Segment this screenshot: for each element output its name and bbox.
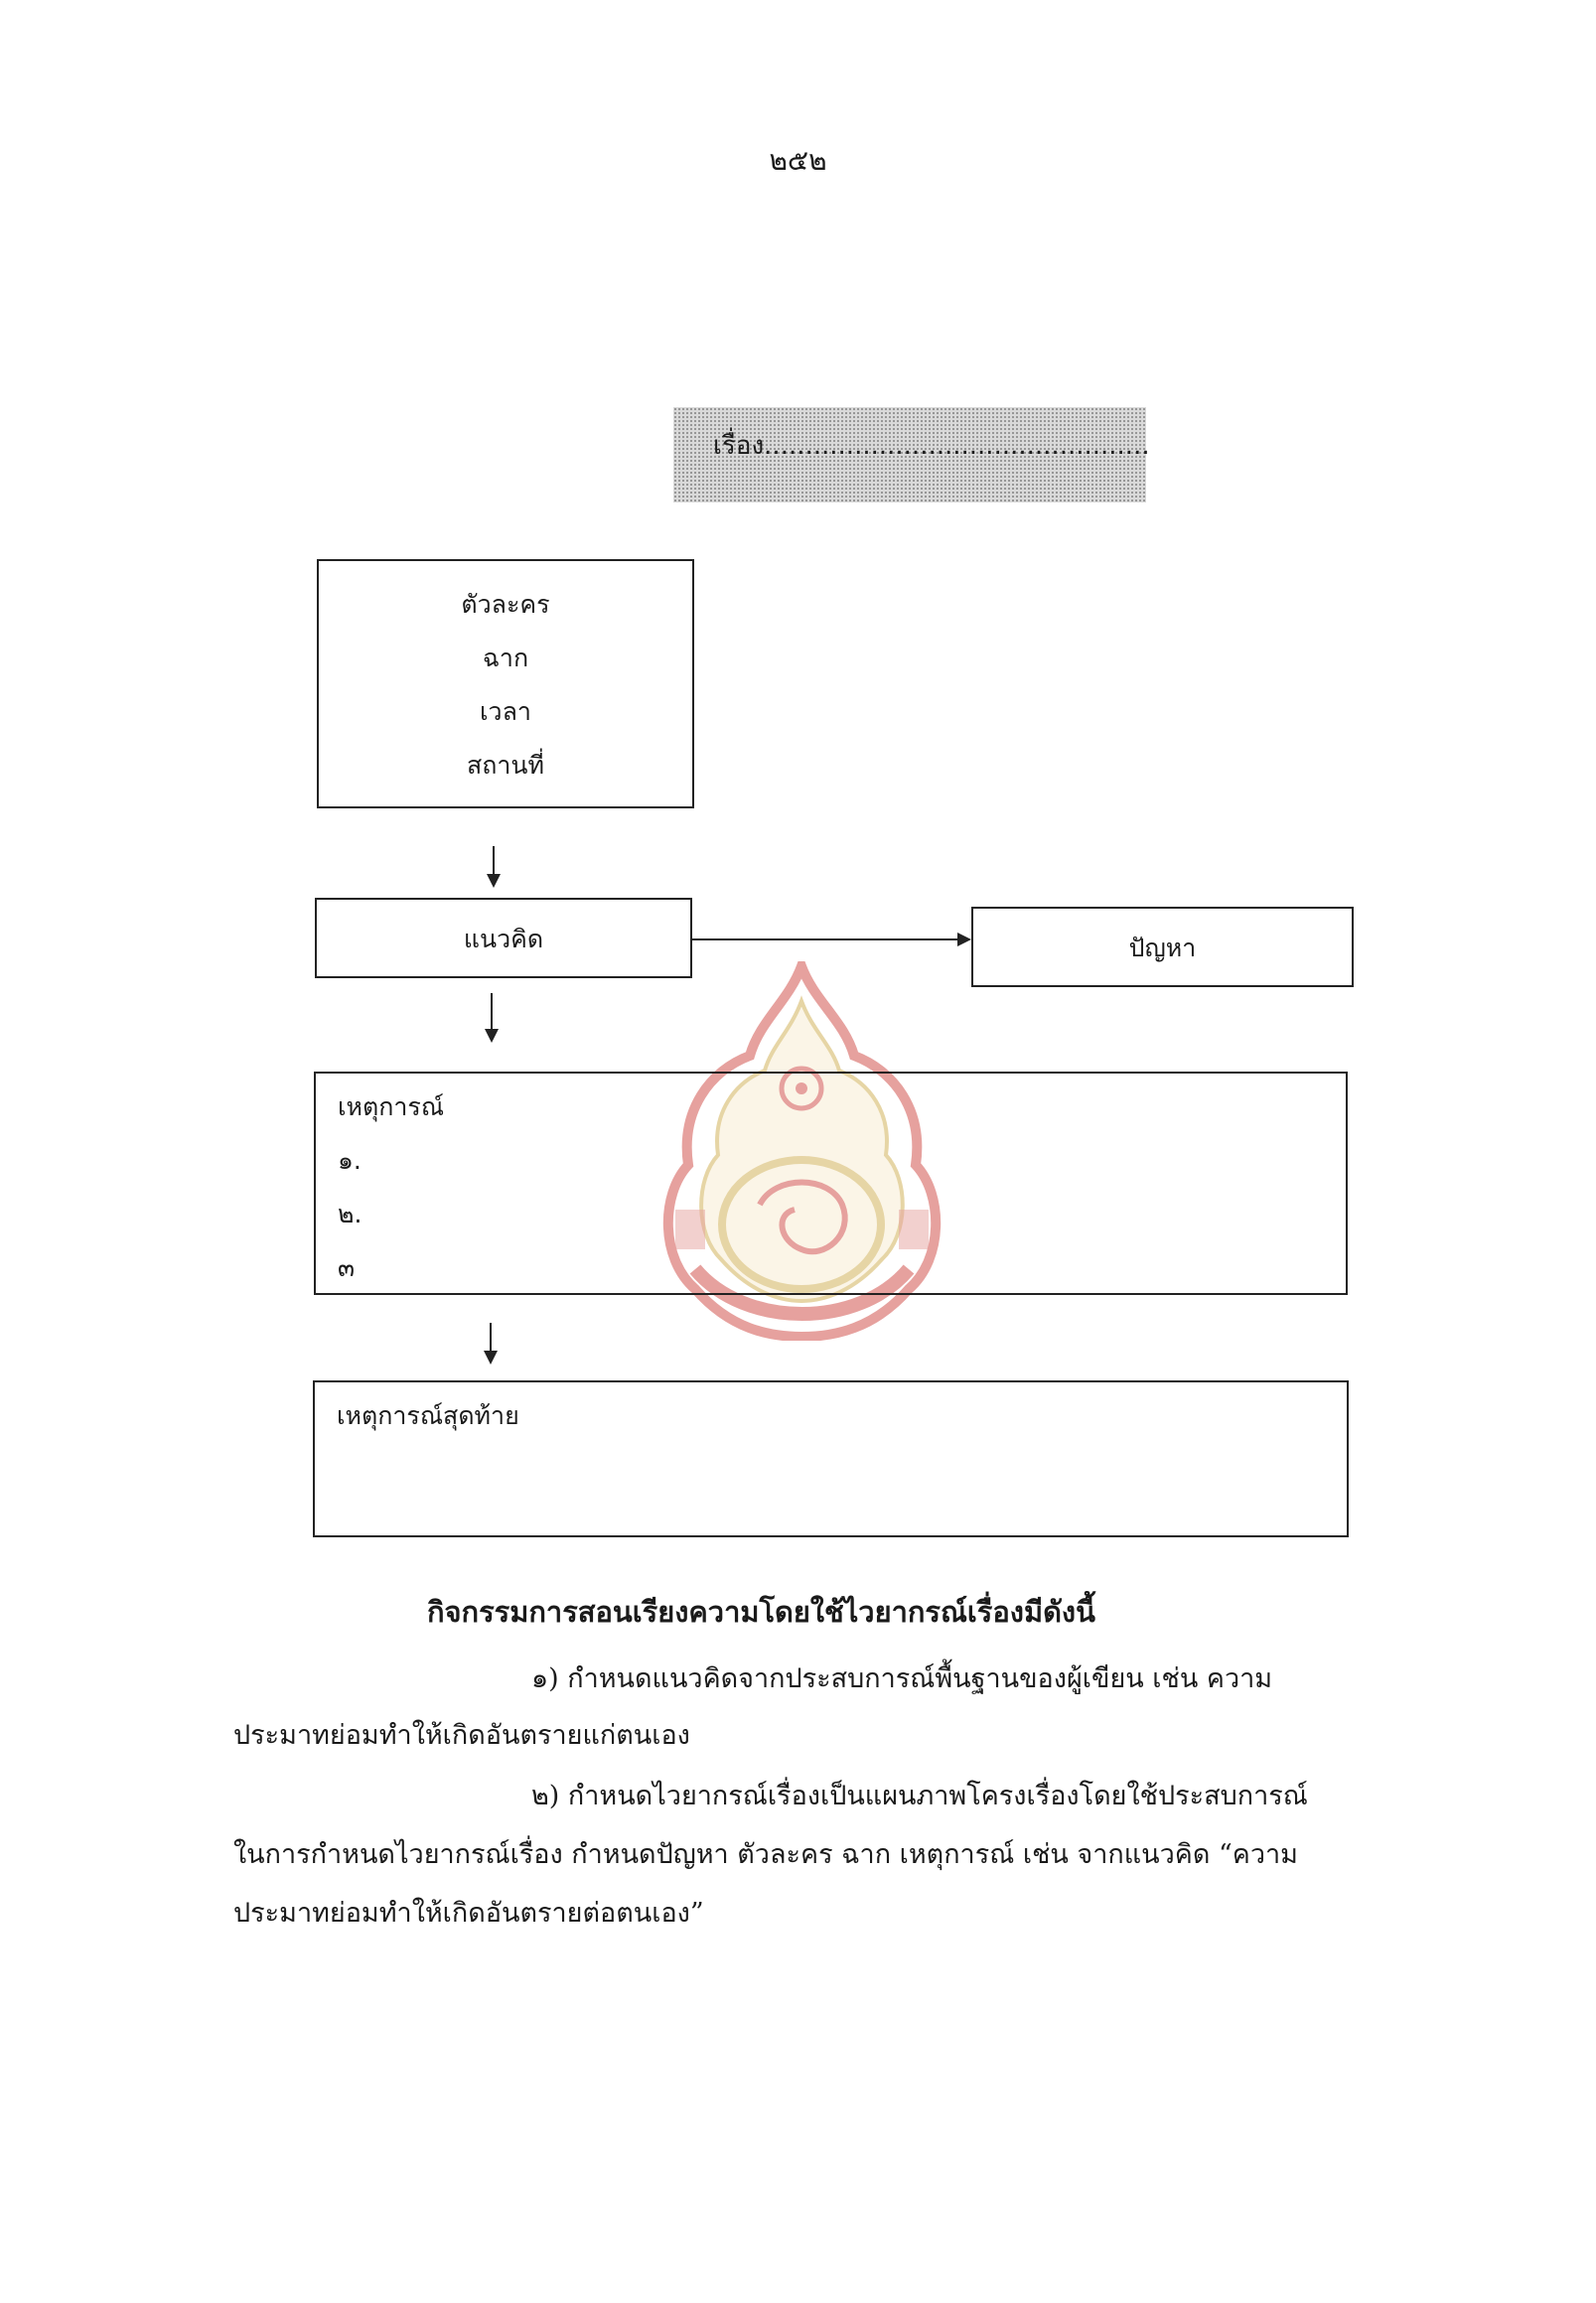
arrow-head-down-icon	[487, 874, 501, 888]
concept-box	[315, 898, 692, 978]
title-text: เรื่อง...............................................	[713, 431, 1150, 461]
paragraph-1-line-2: ประมาทย่อมทำให้เกิดอันตรายแก่ตนเอง	[233, 1720, 690, 1751]
arrow-concept-to-events	[491, 993, 493, 1029]
paragraph-2-line-2: ในการกำหนดไวยากรณ์เรื่อง กำหนดปัญหา ตัวละคร ฉาก เหตุการณ์ เช่น จากแนวคิด “ความ	[233, 1839, 1298, 1870]
setting-character: ตัวละคร	[461, 590, 550, 619]
page-number: ๒๕๒	[769, 144, 827, 177]
problem-box	[971, 907, 1354, 987]
arrow-events-to-final	[490, 1323, 492, 1353]
final-event-box	[313, 1380, 1349, 1537]
events-item-3: ๓	[338, 1253, 356, 1282]
setting-place: สถานที่	[466, 751, 544, 780]
arrow-concept-to-problem	[692, 938, 958, 940]
setting-time: เวลา	[480, 697, 531, 726]
activity-heading: กิจกรรมการสอนเรียงความโดยใช้ไวยากรณ์เรื่องมีดังนี้	[427, 1595, 1095, 1629]
setting-scene: ฉาก	[482, 644, 529, 672]
paragraph-2-line-3: ประมาทย่อมทำให้เกิดอันตรายต่อตนเอง”	[233, 1898, 704, 1929]
title-box	[673, 407, 1150, 503]
arrow-setting-to-concept	[493, 846, 495, 876]
concept-label: แนวคิด	[463, 925, 544, 953]
arrow-head-down-icon	[485, 1029, 499, 1043]
events-item-1: ๑.	[338, 1146, 362, 1175]
paragraph-1-line-1: ๑) กำหนดแนวคิดจากประสบการณ์พื้นฐานของผู้เขียน เช่น ความ	[531, 1663, 1273, 1694]
paragraph-2-line-1: ๒) กำหนดไวยากรณ์เรื่องเป็นแผนภาพโครงเรื่องโดยใช้ประสบการณ์	[531, 1781, 1308, 1811]
events-title: เหตุการณ์	[338, 1092, 445, 1121]
final-event-title: เหตุการณ์สุดท้าย	[337, 1401, 519, 1430]
arrow-head-right-icon	[957, 933, 971, 946]
setting-box	[317, 559, 694, 808]
problem-label: ปัญหา	[1128, 934, 1197, 962]
arrow-head-down-icon	[484, 1351, 498, 1365]
events-item-2: ๒.	[338, 1200, 363, 1228]
events-box	[314, 1072, 1348, 1295]
